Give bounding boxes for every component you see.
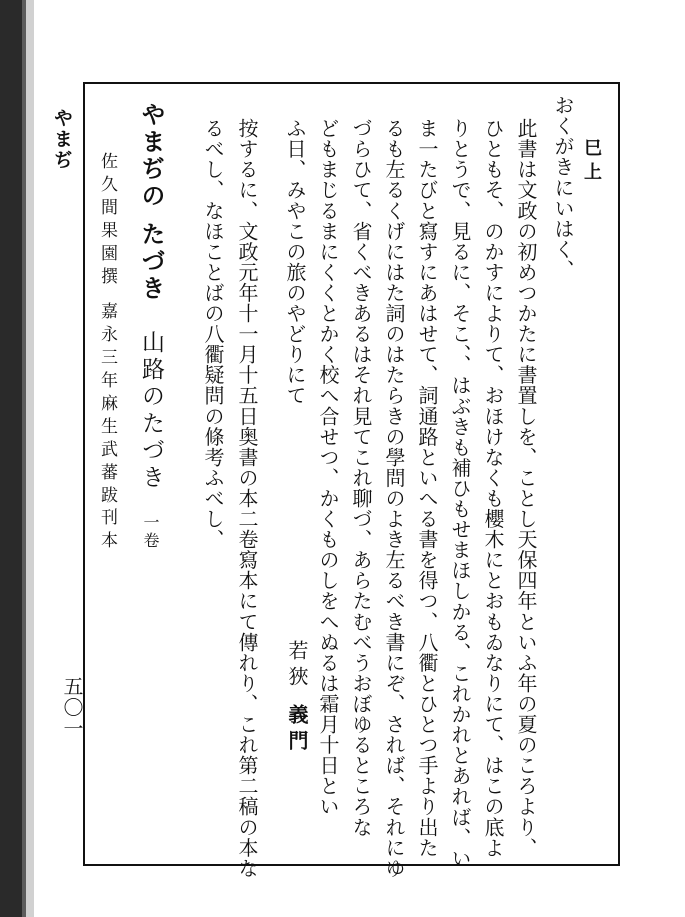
colophon-credit: 嘉永三年麻生武蕃跋 [97, 302, 117, 509]
note-line: るべし、なほことばの八衢疑問の條考ふべし、 [201, 118, 225, 550]
edition-type: 刊本 [97, 508, 117, 554]
afterword-line: ふ日、みやこの旅のやどりにて [283, 118, 307, 406]
work-subtitle: 山路のたづき [138, 330, 164, 492]
afterword-heading: おくがきにいはく、 [551, 95, 575, 280]
running-head: やまぢ [51, 108, 73, 171]
afterword-line: るも左るくげにはた詞のはたらきの學問のよき左るべき書にぞ、されば、それにゆ [382, 118, 406, 879]
afterword-line: づらひて、省くべきあるはそれ見てこれ聊づ、あらたむべうおぼゆるところな [349, 118, 373, 838]
work-title: やまぢの たづき [137, 102, 166, 303]
note-line: 按するに、文政元年十一月十五日奥書の本二卷寫本にて傳れり、これ第二稿の本な [235, 118, 259, 879]
signature-place: 若狹 [285, 640, 309, 692]
afterword-line: りとうで、見るに、そこ、、はぶきも補ひもせまほしかる、これかれとあれば、い [448, 118, 472, 869]
author-credit: 佐久間果園撰 [97, 152, 117, 290]
afterword-line: どもまじるまにくくとかく校へ合せつ、かくものしをへぬるは霜月十日とい [316, 118, 340, 817]
volume-count: 一卷 [141, 514, 160, 550]
binding-shadow [22, 0, 34, 917]
afterword-line: ひともそ、のかすによりて、おほけなくも櫻木にとおもゐなりにて、はこの底よ [481, 118, 505, 858]
page-number: 五〇一 [60, 676, 84, 739]
signature-name: 義門 [285, 704, 309, 756]
end-label: 巳上 [581, 138, 602, 186]
afterword-line: 此書は文政の初めつかたに書置しを、ことし天保四年といふ年の夏のころより、 [514, 118, 538, 858]
afterword-line: ま一たびと寫すにあはせて、詞通路といへる書を得つ、八衢とひとつ手より出た [415, 118, 439, 858]
